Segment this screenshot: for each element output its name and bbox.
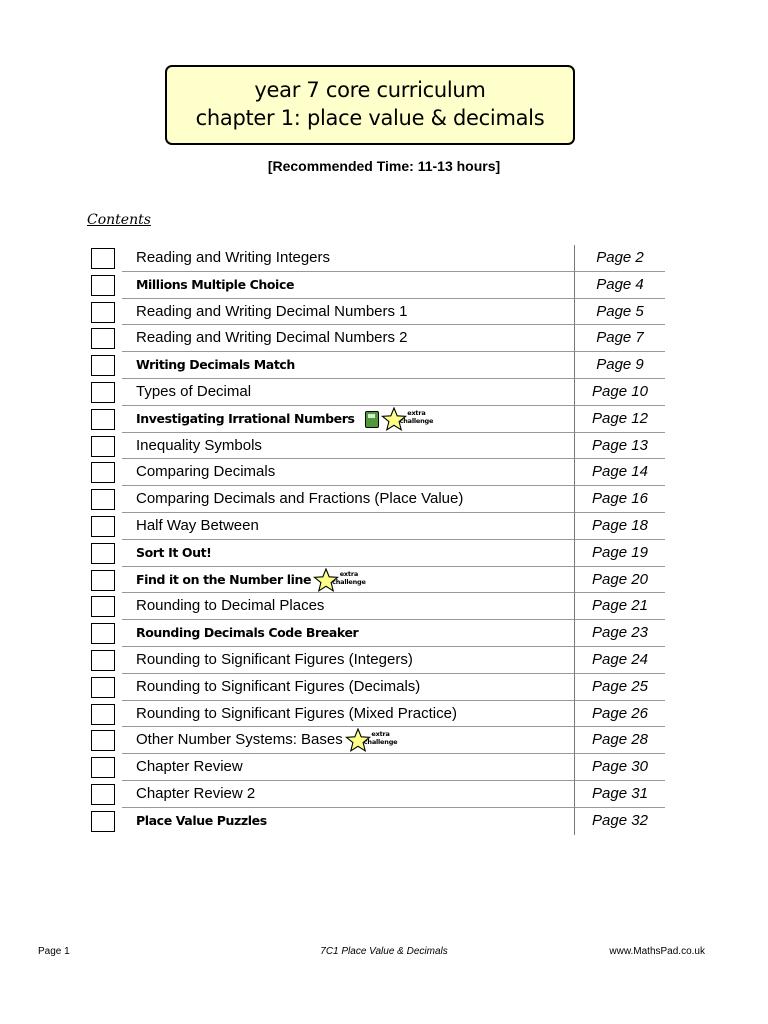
checkbox-icon[interactable] [91,623,115,644]
checkbox-icon[interactable] [91,248,115,269]
toc-row-title-cell [122,513,574,540]
toc-page-number: Page 9 [574,352,665,379]
checkbox-icon[interactable] [91,570,115,591]
toc-page-number: Page 5 [574,299,665,326]
toc-row [0,433,768,460]
toc-row-title-cell [122,433,574,460]
toc-row [0,701,768,728]
toc-row [0,459,768,486]
footer-document-title: 7C1 Place Value & Decimals [320,946,448,957]
extra-challenge-badge [381,407,433,431]
toc-page-number: Page 23 [574,620,665,647]
extra-challenge-text [400,409,434,425]
toc-row-title-cell [122,406,574,433]
toc-title: Other Number Systems: Bases [136,731,343,749]
toc-page-number: Page 21 [574,593,665,620]
toc-row [0,406,768,433]
checkbox-icon[interactable] [91,730,115,751]
checkbox-icon[interactable] [91,704,115,725]
toc-title: Comparing Decimals [136,463,276,481]
extra-challenge-badge [345,728,397,752]
toc-row-title-cell [122,245,574,272]
toc-row-title-cell [122,486,574,513]
extra-challenge-badge [313,568,365,592]
toc-title: Chapter Review 2 [136,784,256,802]
footer-website: www.MathsPad.co.uk [609,946,705,957]
toc-row [0,727,768,754]
toc-page-number: Page 12 [574,406,665,433]
toc-title: Rounding to Significant Figures (Integers) [136,650,413,668]
checkbox-icon[interactable] [91,328,115,349]
toc-page-number: Page 7 [574,325,665,352]
toc-title: Place Value Puzzles [136,812,267,828]
checkbox-icon[interactable] [91,302,115,323]
toc-title: Chapter Review [136,758,243,776]
toc-row-title-cell [122,567,574,594]
toc-page-number: Page 10 [574,379,665,406]
toc-row [0,808,768,835]
toc-page-number: Page 16 [574,486,665,513]
checkbox-icon[interactable] [91,596,115,617]
checkbox-icon[interactable] [91,462,115,483]
toc-row-title-cell [122,272,574,299]
toc-row-title-cell [122,781,574,808]
toc-row-title-cell [122,727,574,754]
toc-row [0,754,768,781]
contents-table [0,245,768,835]
toc-row-title-cell [122,701,574,728]
toc-row-title-cell [122,459,574,486]
checkbox-icon[interactable] [91,355,115,376]
toc-page-number: Page 20 [574,567,665,594]
checkbox-icon[interactable] [91,275,115,296]
footer-page-number: Page 1 [38,946,70,957]
title-box [165,65,575,145]
toc-page-number: Page 14 [574,459,665,486]
checkbox-icon[interactable] [91,784,115,805]
toc-row-title-cell [122,754,574,781]
toc-title: Reading and Writing Decimal Numbers 2 [136,329,408,347]
toc-row-title-cell [122,620,574,647]
challenge-label: challenge [399,417,434,426]
toc-row-title-cell [122,325,574,352]
calculator-icon [365,411,379,428]
toc-page-number: Page 28 [574,727,665,754]
toc-row-title-cell [122,299,574,326]
toc-title: Inequality Symbols [136,436,262,454]
toc-page-number: Page 19 [574,540,665,567]
toc-row-title-cell [122,674,574,701]
toc-row-title-cell [122,352,574,379]
extra-challenge-text [332,570,366,586]
checkbox-icon[interactable] [91,489,115,510]
extra-label: extra [339,570,359,579]
toc-title: Rounding to Decimal Places [136,597,325,615]
toc-row [0,567,768,594]
toc-title: Millions Multiple Choice [136,276,295,292]
toc-row [0,647,768,674]
toc-row [0,781,768,808]
toc-row [0,486,768,513]
toc-title: Reading and Writing Decimal Numbers 1 [136,302,408,320]
toc-title: Comparing Decimals and Fractions (Place Value) [136,490,464,508]
extra-label: extra [407,409,426,418]
toc-page-number: Page 32 [574,808,665,835]
toc-page-number: Page 25 [574,674,665,701]
checkbox-icon[interactable] [91,543,115,564]
toc-title: Rounding to Significant Figures (Decimals) [136,677,421,695]
toc-page-number: Page 18 [574,513,665,540]
toc-row [0,620,768,647]
checkbox-icon[interactable] [91,382,115,403]
toc-title: Find it on the Number line [136,571,312,587]
toc-page-number: Page 30 [574,754,665,781]
toc-title: Rounding Decimals Code Breaker [136,625,359,641]
toc-page-number: Page 24 [574,647,665,674]
toc-title: Writing Decimals Match [136,357,295,373]
toc-row [0,379,768,406]
challenge-label: challenge [363,738,398,747]
recommended-time: [Recommended Time: 11-13 hours] [267,158,501,174]
toc-row [0,352,768,379]
toc-page-number: Page 4 [574,272,665,299]
checkbox-icon[interactable] [91,677,115,698]
toc-row [0,325,768,352]
toc-row-title-cell [122,379,574,406]
toc-row-title-cell [122,593,574,620]
extra-challenge-text [364,730,398,746]
checkbox-icon[interactable] [91,516,115,537]
contents-heading: Contents [87,212,151,228]
toc-row-title-cell [122,540,574,567]
toc-row [0,674,768,701]
toc-title: Investigating Irrational Numbers [136,410,355,426]
extra-label: extra [371,730,390,739]
challenge-label: challenge [332,578,366,587]
toc-row [0,299,768,326]
checkbox-icon[interactable] [91,409,115,430]
toc-title: Half Way Between [136,516,259,534]
checkbox-icon[interactable] [91,650,115,671]
toc-title: Reading and Writing Integers [136,249,331,266]
toc-row [0,593,768,620]
toc-row [0,513,768,540]
title-line-1: year 7 core curriculum [254,78,486,102]
toc-row [0,245,768,272]
toc-row [0,540,768,567]
toc-title: Rounding to Significant Figures (Mixed Practice) [136,704,457,722]
checkbox-icon[interactable] [91,811,115,832]
toc-row [0,272,768,299]
checkbox-icon[interactable] [91,757,115,778]
toc-row-title-cell [122,808,574,835]
toc-page-number: Page 13 [574,433,665,460]
toc-page-number: Page 26 [574,701,665,728]
toc-row-title-cell [122,647,574,674]
toc-title: Types of Decimal [136,382,252,400]
toc-page-number: Page 2 [574,245,665,272]
checkbox-icon[interactable] [91,436,115,457]
toc-page-number: Page 31 [574,781,665,808]
title-line-2: chapter 1: place value & decimals [195,106,545,130]
toc-title: Sort It Out! [136,544,212,560]
